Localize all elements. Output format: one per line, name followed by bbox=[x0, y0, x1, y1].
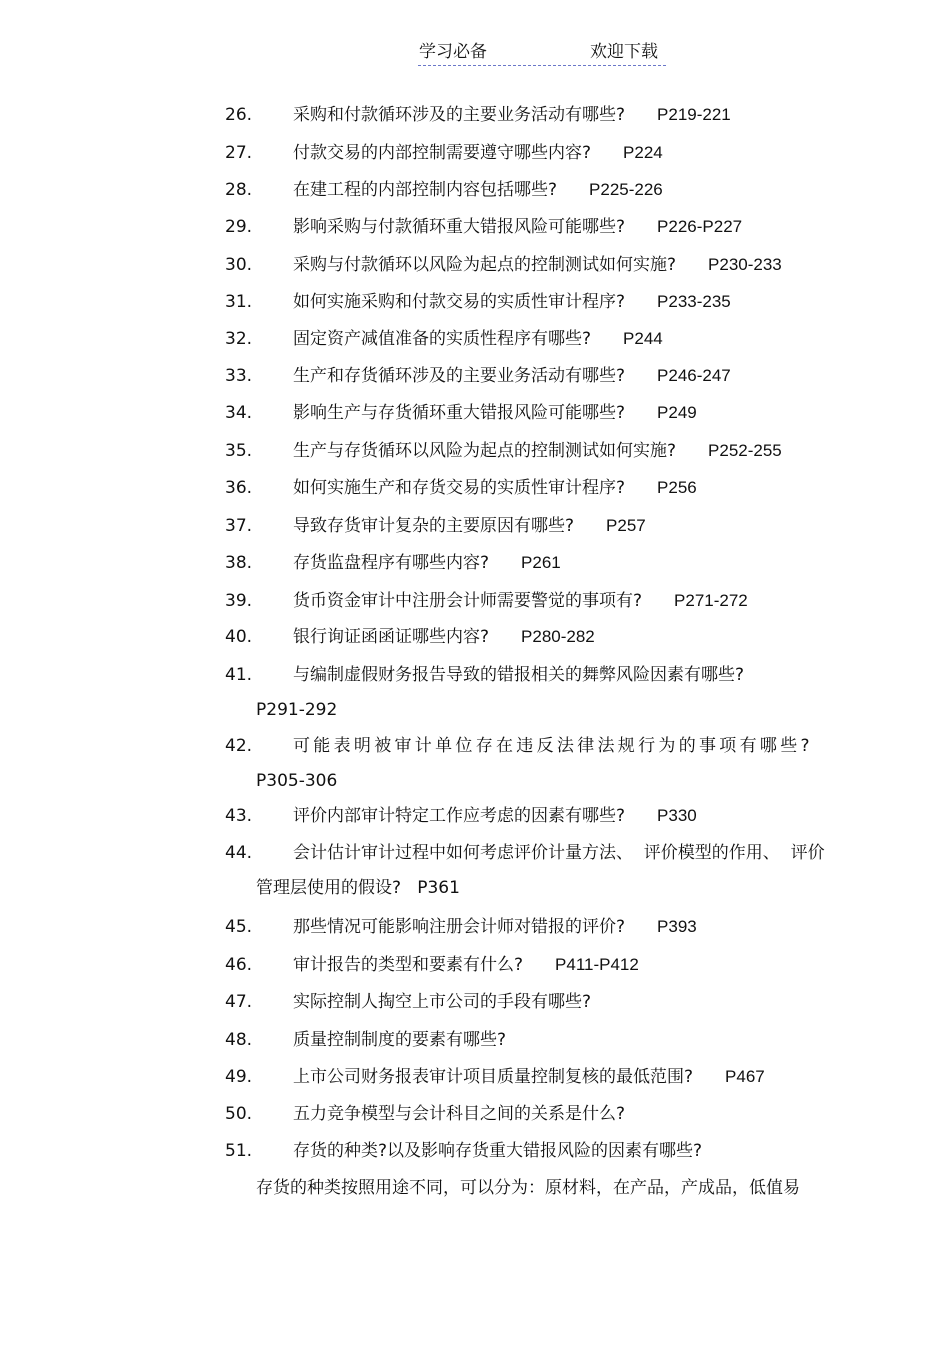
page-header bbox=[418, 41, 666, 66]
item-number: 41. bbox=[225, 665, 253, 685]
item-number: 44. bbox=[225, 843, 253, 863]
item-number: 29. bbox=[225, 217, 253, 237]
item-text: 影响采购与付款循环重大错报风险可能哪些? bbox=[293, 217, 626, 237]
page-reference: P226-P227 bbox=[657, 217, 743, 236]
item-text: 评价内部审计特定工作应考虑的因素有哪些? bbox=[293, 806, 626, 826]
page-reference: P305-306 bbox=[256, 771, 338, 791]
item-text: 货币资金审计中注册会计师需要警觉的事项有? bbox=[293, 591, 643, 611]
header-left-text: 学习必备 bbox=[419, 42, 487, 62]
item-text: 采购和付款循环涉及的主要业务活动有哪些? bbox=[293, 105, 626, 125]
item-number: 35. bbox=[225, 441, 253, 461]
page-reference: P411-P412 bbox=[555, 955, 639, 974]
item-text: 上市公司财务报表审计项目质量控制复核的最低范围? bbox=[293, 1067, 694, 1087]
item-text: 生产与存货循环以风险为起点的控制测试如何实施? bbox=[293, 441, 677, 461]
item-number: 51. bbox=[225, 1141, 253, 1161]
item-number: 46. bbox=[225, 955, 253, 975]
page-reference: P244 bbox=[623, 329, 663, 348]
page-reference: P271-272 bbox=[674, 591, 748, 610]
item-number: 39. bbox=[225, 591, 253, 611]
item-number: 38. bbox=[225, 553, 253, 573]
item-number: 47. bbox=[225, 992, 253, 1012]
item-text: 可能表明被审计单位存在违反法律法规行为的事项有哪些? bbox=[293, 736, 813, 756]
header-right-text: 欢迎下载 bbox=[590, 42, 658, 62]
item-text: 固定资产减值准备的实质性程序有哪些? bbox=[293, 329, 592, 349]
item-text: 审计报告的类型和要素有什么? bbox=[293, 955, 524, 975]
item-number: 40. bbox=[225, 627, 253, 647]
page-reference: P256 bbox=[657, 478, 697, 497]
item-text: 在建工程的内部控制内容包括哪些? bbox=[293, 180, 558, 200]
page-reference: P252-255 bbox=[708, 441, 782, 460]
item-number: 27. bbox=[225, 143, 253, 163]
page-reference: P291-292 bbox=[256, 700, 338, 720]
item-text: 银行询证函函证哪些内容? bbox=[293, 627, 490, 647]
item-text: 如何实施采购和付款交易的实质性审计程序? bbox=[293, 292, 626, 312]
item-number: 31. bbox=[225, 292, 253, 312]
item-text: 影响生产与存货循环重大错报风险可能哪些? bbox=[293, 403, 626, 423]
item-text: 会计估计审计过程中如何考虑评价计量方法、 评价模型的作用、 评价 bbox=[293, 843, 825, 863]
page-reference: P330 bbox=[657, 806, 697, 825]
item-text-continuation: 管理层使用的假设? P361 bbox=[256, 878, 460, 898]
page-reference: P225-226 bbox=[589, 180, 663, 199]
paragraph-text: 存货的种类按照用途不同，可以分为：原材料，在产品，产成品，低值易 bbox=[256, 1178, 800, 1198]
item-text: 质量控制制度的要素有哪些? bbox=[293, 1030, 507, 1050]
item-number: 36. bbox=[225, 478, 253, 498]
page-reference: P249 bbox=[657, 403, 697, 422]
item-number: 48. bbox=[225, 1030, 253, 1050]
page-reference: P224 bbox=[623, 143, 663, 162]
item-text: 五力竞争模型与会计科目之间的关系是什么? bbox=[293, 1104, 626, 1124]
item-number: 26. bbox=[225, 105, 253, 125]
item-number: 49. bbox=[225, 1067, 253, 1087]
item-number: 42. bbox=[225, 736, 253, 756]
item-number: 45. bbox=[225, 917, 253, 937]
page-reference: P246-247 bbox=[657, 366, 731, 385]
item-text: 存货监盘程序有哪些内容? bbox=[293, 553, 490, 573]
item-number: 33. bbox=[225, 366, 253, 386]
item-number: 34. bbox=[225, 403, 253, 423]
item-text: 生产和存货循环涉及的主要业务活动有哪些? bbox=[293, 366, 626, 386]
page-reference: P261 bbox=[521, 553, 561, 572]
item-number: 50. bbox=[225, 1104, 253, 1124]
item-number: 28. bbox=[225, 180, 253, 200]
item-text: 那些情况可能影响注册会计师对错报的评价? bbox=[293, 917, 626, 937]
page-reference: P233-235 bbox=[657, 292, 731, 311]
item-text: 实际控制人掏空上市公司的手段有哪些? bbox=[293, 992, 592, 1012]
item-number: 30. bbox=[225, 255, 253, 275]
item-text: 导致存货审计复杂的主要原因有哪些? bbox=[293, 516, 575, 536]
item-number: 43. bbox=[225, 806, 253, 826]
item-text: 付款交易的内部控制需要遵守哪些内容? bbox=[293, 143, 592, 163]
page-reference: P467 bbox=[725, 1067, 765, 1086]
page-reference: P393 bbox=[657, 917, 697, 936]
page-reference: P219-221 bbox=[657, 105, 731, 124]
item-number: 32. bbox=[225, 329, 253, 349]
item-text: 存货的种类?以及影响存货重大错报风险的因素有哪些? bbox=[293, 1141, 703, 1161]
page-reference: P257 bbox=[606, 516, 646, 535]
page-reference: P280-282 bbox=[521, 627, 595, 646]
page-reference: P230-233 bbox=[708, 255, 782, 274]
item-number: 37. bbox=[225, 516, 253, 536]
item-text: 如何实施生产和存货交易的实质性审计程序? bbox=[293, 478, 626, 498]
item-text: 与编制虚假财务报告导致的错报相关的舞弊风险因素有哪些? bbox=[293, 665, 745, 685]
item-text: 采购与付款循环以风险为起点的控制测试如何实施? bbox=[293, 255, 677, 275]
